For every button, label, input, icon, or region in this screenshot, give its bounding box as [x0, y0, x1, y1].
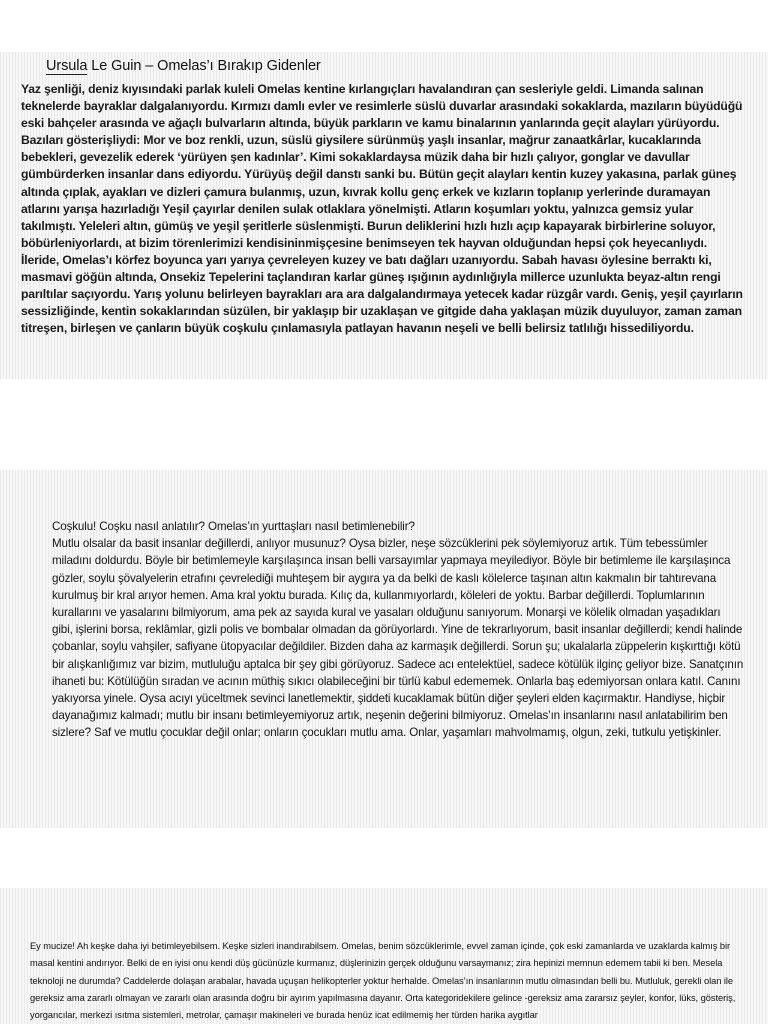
- page3-paragraph: Ey mucize! Ah keşke daha iyi betimleyebilsem. Keşke sizleri inandırabilsem. Omelas, benim sözcüklerimle, evvel zaman içinde, çok eski zamanlarda ve uzaklarda kalmış bir masal kentini andırıyor. Belki de en iyisi onu kendi düş gücünüzle kurmanız, düşlerinizin gerçek olduğunu varsaymanız; zira hepinizi memnun edemem tabii ki ben. Mesela teknoloji ne durumda? Caddelerde dolaşan arabalar, havada uçuşan helikopterler yoktur herhalde. Omelas’ın insanlarının mutlu olmasından belli bu. Mutluluk, gerekli olan ile gereksiz ama zararlı olmayan ve zararlı olan arasında doğru bir ayırım yapılmasına dayanır. Orta kategoridekilere gelince -gereksiz ama zararsız şeyler, konfor, lüks, gösteriş, yorgancılar, merkezi ısıtma sistemleri, metrolar, çamaşır makineleri ve burada henüz icat edilmemiş her türden harika aygıtlar: [30, 941, 736, 1021]
- document-page-2: [0, 470, 768, 828]
- page2-heading: Coşkulu! Coşku nasıl anlatılır? Omelas’ın yurttaşları nasıl betimlenebilir?: [52, 520, 415, 533]
- document-title: [46, 58, 321, 74]
- title-rest: Le Guin – Omelas’ı Bırakıp Gidenler: [87, 58, 321, 74]
- document-page-1: [0, 52, 768, 379]
- page2-body: [52, 518, 744, 742]
- document-page-3: [0, 888, 768, 1024]
- page1-paragraph: Yaz şenliği, deniz kıyısındaki parlak kuleli Omelas kentine kırlangıçları havalandıran çan sesleriyle geldi. Limanda salınan teknelerde bayraklar dalgalanıyordu. Kırmızı damlı evler ve resimlerle süslü duvarlar arasındaki sokaklarda, mazıların büyüdüğü eski bahçeler arasında ve ağaçlı bulvarların altında, büyük parkların ve kamu binalarının yanlarında geçit alayları yürüyordu. Bazıları gösterişliydi: Mor ve boz renkli, uzun, süslü giysilere sürünmüş yaşlı insanlar, mağrur zanaatkârlar, kucaklarında bebekleri, gevezelik ederek ‘yürüyen şen kadınlar’. Kimi sokaklardaysa müzik daha bir hızlı çalıyor, gonglar ve davullar gümbürderken insanlar dans ediyordu. Yürüyüş değil danstı sanki bu. Bütün geçit alayları kentin kuzey yakasına, parlak güneş altında çıplak, ayakları ve dizleri çamura bulanmış, uzun, kıvrak kollu genç erkek ve kızların toplanıp yerlerinde duramayan atlarını yarışa hazırladığı Yeşil çayırlar denilen sulak otlaklara yönelmişti. Atların koşumları yoktu, yalnızca gemsiz yular takılmıştı. Yeleleri altın, gümüş ve yeşil şeritlerle süslenmişti. Burun deliklerini hızlı hızlı açıp kapayarak birbirlerine soluyor, böbürleniyorlardı, at bizim törenlerimizi kendisininmişçesine benimseyen tek hayvan olduğundan hepsi çok heyecanlıydı. İleride, Omelas’ı körfez boyunca yarı yarıya çevreleyen kuzey ve batı dağları uzanıyordu. Sabah havası öylesine berraktı ki, masmavi göğün altında, Onsekiz Tepelerini taçlandıran karlar güneş ışığının aydınlığıyla millerce uzunlukta beyaz-altın rengi parıltılar saçıyordu. Yarış yolunu belirleyen bayrakları ara ara dalgalandırmaya yetecek kadar rüzgâr vardı. Geniş, yeşil çayırların sessizliğinde, kentin sokaklarından süzülen, bir yaklaşıp bir uzaklaşan ve gitgide daha yaklaşan müzik duyuluyor, zaman zaman titreşen, birleşen ve çanların büyük coşkulu çınlamasıyla patlayan havanın neşeli ve belli belirsiz tatlılığı hissediliyordu.: [21, 82, 743, 336]
- title-author-underlined: Ursula: [46, 58, 88, 74]
- page2-paragraph: Mutlu olsalar da basit insanlar değillerdi, anlıyor musunuz? Oysa bizler, neşe sözcüklerini pek söylemiyoruz artık. Tüm tebessümler miladını doldurdu. Böyle bir betimlemeyle karşılaşınca insan belli varsayımlar yapmaya meyilediyor. Böyle bir betimleme ile karşılaşınca gözler, soylu şövalyelerin etrafını çevrelediği muhteşem bir aygıra ya da belki de kaslı kölelerce taşınan altın kakmalın bir tahtırevana kurulmuş bir kral arıyor hemen. Ama kral yoktu burada. Kılıç da, kullanmıyorlardı, köleleri de yoktu. Barbar değillerdi. Toplumlarının kurallarını ve yasalarını bilmiyorum, ama pek az sayıda kural ve yasaları olduğunu sanıyorum. Monarşi ve kölelik olmadan yaşadıkları gibi, işlerini borsa, reklâmlar, gizli polis ve bombalar olmadan da görüyorlardı. Yine de tekrarlıyorum, basit insanlar değillerdi; kendi halinde çobanlar, soylu vahşiler, safiyane ütopyacılar değildiler. Bizden daha az karmaşık değillerdi. Sorun şu; ukalalarla züppelerin kışkırttığı kötü bir alışkanlığımız var bizim, mutluluğu aptalca bir şey gibi görüyoruz. Sadece acı entelektüel, sadece kötülük ilginç geliyor bize. Sanatçının ihaneti bu: Kötülüğün sıradan ve acının müthiş sıkıcı olabileceğini bir türlü kabul edememek. Onlarla baş edemiyorsan onlara katıl. Canını yakıyorsa yinele. Oysa acıyı yüceltmek sevinci lanetlemektir, şiddeti kucaklamak bütün diğer şeyleri elden kaçırmaktır. Handiyse, hiçbir dayanağımız kalmadı; mutlu bir insanı betimleyemiyoruz artık, neşenin değerini bilmiyoruz. Omelas’ın insanlarını nasıl anlatabilirim ben sizlere? Saf ve mutlu çocuklar değil onlar; onların çocukları mutlu ama. Onlar, yaşamları mahvolmamış, olgun, zeki, tutkulu yetişkinler.: [52, 537, 744, 740]
